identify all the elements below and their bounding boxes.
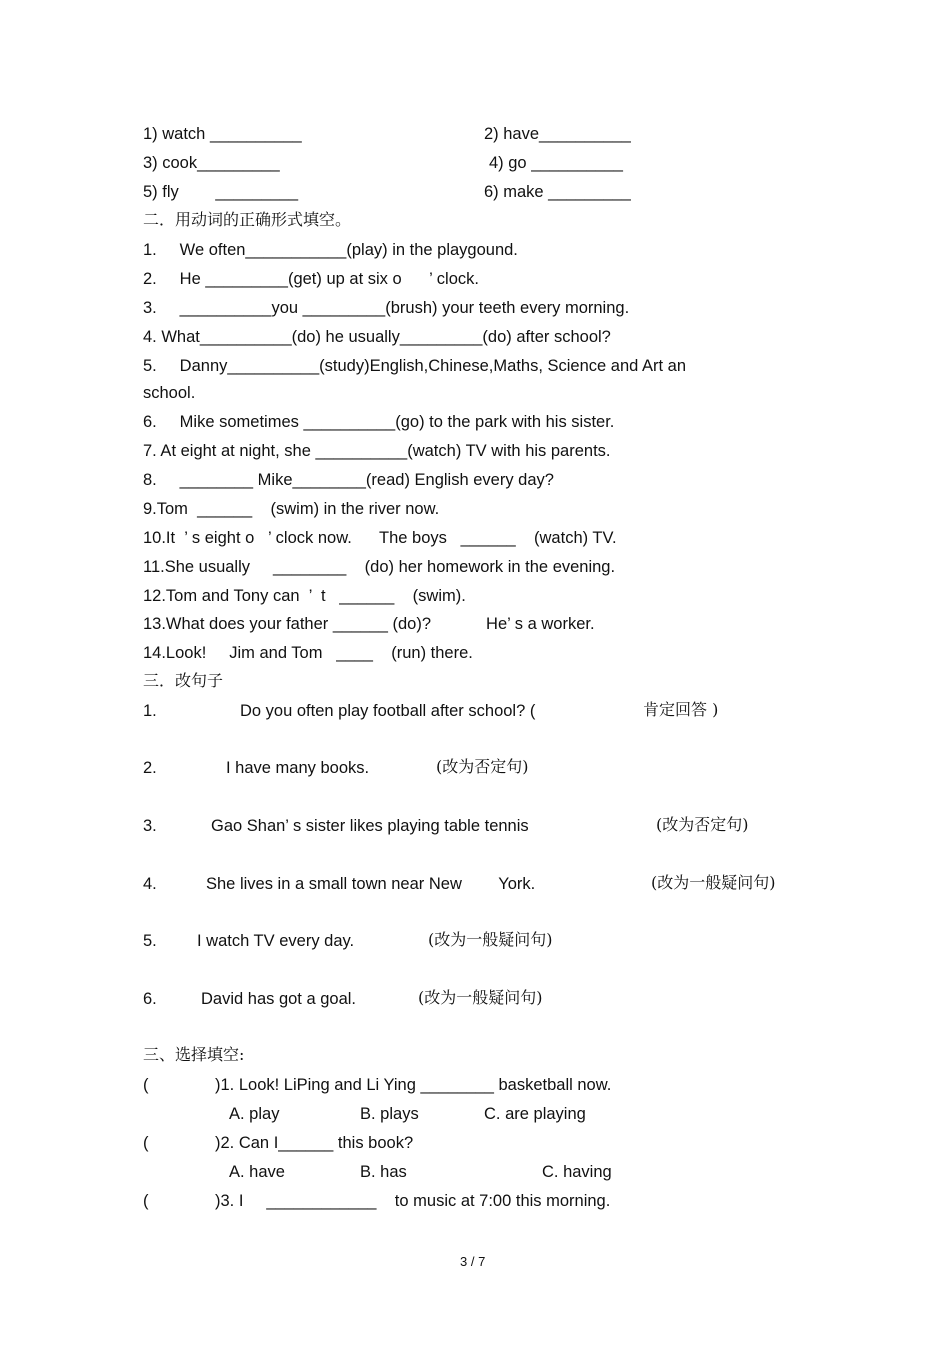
option: B. plays (360, 1105, 419, 1123)
item-number: 2. (143, 759, 157, 777)
exercise-item: 6. Mike sometimes __________(go) to the park with his sister. (143, 413, 615, 431)
sentence: David has got a goal. (201, 990, 357, 1008)
option: B. has (360, 1163, 407, 1181)
word-item: 4) go __________ (489, 154, 623, 172)
question-stem: )2. Can I______ this book? (215, 1134, 414, 1152)
word-item: 5) fly _________ (143, 183, 299, 201)
word-item: 6) make _________ (484, 183, 631, 201)
sentence: She lives in a small town near New York. (206, 875, 536, 893)
answer-bracket: ( (143, 1192, 149, 1210)
word-item: 2) have__________ (484, 125, 631, 143)
section-heading: 二．用动词的正确形式填空。 (143, 210, 352, 229)
word-item: 1) watch __________ (143, 125, 302, 143)
exercise-item: 10.It ’ s eight o ’ clock now. The boys ______ (watch) TV. (143, 529, 617, 547)
question-stem: )3. I ____________ to music at 7:00 this morning. (215, 1192, 611, 1210)
page-number: 3 / 7 (460, 1254, 486, 1269)
exercise-item: 2. He _________(get) up at six o ’ clock. (143, 270, 479, 288)
option: C. are playing (484, 1105, 586, 1123)
item-number: 3. (143, 817, 157, 835)
sentence: I watch TV every day. (197, 932, 355, 950)
item-number: 5. (143, 932, 157, 950)
instruction-note: (改为一般疑问句) (651, 873, 776, 892)
question-stem: )1. Look! LiPing and Li Ying ________ basketball now. (215, 1076, 612, 1094)
item-number: 1. (143, 702, 157, 720)
exercise-item: 14.Look! Jim and Tom ____ (run) there. (143, 644, 473, 662)
answer-bracket: ( (143, 1076, 149, 1094)
exercise-item: school. (143, 384, 196, 402)
exercise-item: 7. At eight at night, she __________(watch) TV with his parents. (143, 442, 611, 460)
section-heading: 三、选择填空: (143, 1045, 245, 1064)
sentence: I have many books. (226, 759, 370, 777)
exercise-item: 12.Tom and Tony can ’ t ______ (swim). (143, 587, 466, 605)
sentence: Do you often play football after school? ( (240, 702, 536, 720)
option: C. having (542, 1163, 612, 1181)
exercise-item: 3. __________you _________(brush) your teeth every morning. (143, 299, 630, 317)
instruction-note: (改为一般疑问句) (418, 988, 543, 1007)
option: A. have (229, 1163, 285, 1181)
instruction-note: (改为否定句) (436, 757, 529, 776)
word-item: 3) cook_________ (143, 154, 280, 172)
exercise-item: 9.Tom ______ (swim) in the river now. (143, 500, 440, 518)
instruction-note: (改为一般疑问句) (428, 930, 553, 949)
exercise-item: 5. Danny__________(study)English,Chinese,Maths, Science and Art an (143, 357, 687, 375)
sentence: Gao Shan’ s sister likes playing table tennis (211, 817, 529, 835)
item-number: 6. (143, 990, 157, 1008)
instruction-note: 肯定回答 ) (643, 700, 719, 719)
answer-bracket: ( (143, 1134, 149, 1152)
exercise-item: 13.What does your father ______ (do)? He’ s a worker. (143, 615, 595, 633)
instruction-note: (改为否定句) (656, 815, 749, 834)
exercise-item: 8. ________ Mike________(read) English every day? (143, 471, 554, 489)
exercise-item: 11.She usually ________ (do) her homework in the evening. (143, 558, 616, 576)
item-number: 4. (143, 875, 157, 893)
section-heading: 三．改句子 (143, 671, 224, 690)
exercise-item: 4. What__________(do) he usually_________(do) after school? (143, 328, 611, 346)
exercise-item: 1. We often___________(play) in the playgound. (143, 241, 518, 259)
option: A. play (229, 1105, 280, 1123)
